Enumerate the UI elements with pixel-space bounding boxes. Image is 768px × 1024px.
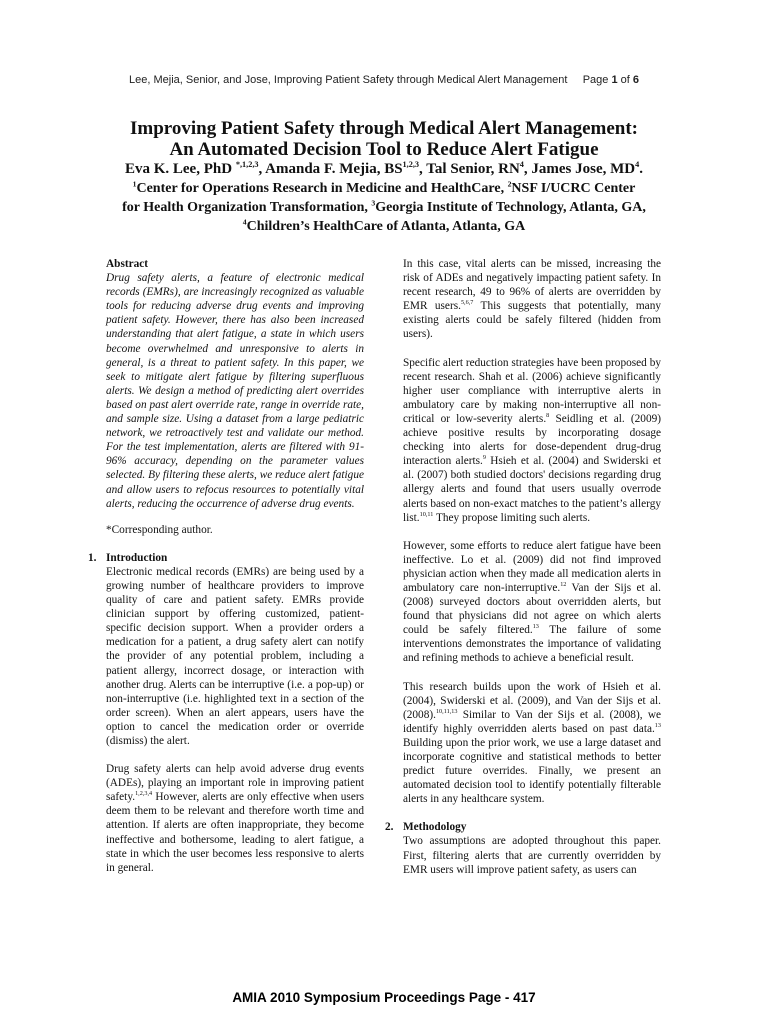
affiliation-line-2: for Health Organization Transformation, $^3$Georgia Institute of Technology, Atlanta, GA, [122,198,646,215]
abstract-text: Drug safety alerts, a feature of electronic medical records (EMRs), are increasingly recognized as valuable tools for reducing adverse drug events and improving patient safety. However, there has also been increased understanding that alert fatigue, a state in which users become overwhelmed and unresponsive to alerts in general, is a threat to patient safety. In this paper, we seek to mitigate alert fatigue by filtering superfluous alerts. We design a method of predicting alert overrides based on past alert override rate, range in override rate, and sample size. Using a dataset from a large pediatric network, we retroactively test and validate our method. For the test implementation, alerts are filtered with 91-96% accuracy, depending on the parameter values selected. By filtering these alerts, we reduce alert fatigue and allow users to refocus resources to potentially vital alerts, reducing the occurrence of adverse drug events. [106,272,364,510]
page-indicator [583,74,639,86]
paper-title-line-2: An Automated Decision Tool to Reduce Alert Fatigue [169,139,599,160]
abstract-heading: Abstract [106,258,149,270]
paper-title-line-1: Improving Patient Safety through Medical Alert Management: [129,118,639,139]
affiliation-line-3: $^4$Children’s HealthCare of Atlanta, Atlanta, GA [242,217,526,234]
paragraph: This research builds upon the work of Hsieh et al. (2004), Swiderski et al. (2009), and Van der Sijs et al. (2008).$^{10,11,13}$ Similar to Van der Sijs et al. (2008), we identify highly overridden alerts based on past data.$^{13}$ Building upon the prior work, we use a large dataset and incorporate cognitive and statistical methods to better predict future overrides. Finally, we present an automated decision tool to identify potentially filterable alerts in any healthcare system. [403,680,661,806]
affiliation-line-1: $^1$Center for Operations Research in Medicine and HealthCare, $^2$NSF I/UCRC Center [132,179,636,196]
page-total: 6 [632,74,639,86]
author-list: Eva K. Lee, PhD $^{*,1,2,3}$, Amanda F. Mejia, BS$^{1,2,3}$, Tal Senior, $RN^4$, James Jose, $MD^4$. [124,160,644,177]
running-title: Lee, Mejia, Senior, and Jose, Improving Patient Safety through Medical Alert Management [129,74,568,86]
section-methodology [385,820,661,876]
running-header [0,74,768,86]
corresponding-author-note: *Corresponding author. [106,523,213,536]
page-footer: AMIA 2010 Symposium Proceedings Page - 417 [232,990,536,1005]
page-prefix: Page [582,74,612,86]
section-heading: Methodology [403,821,467,834]
right-column [385,257,662,891]
section-number: 1. [88,551,97,564]
paragraph: Two assumptions are adopted throughout this paper. First, filtering alerts that are currently overridden by EMR users will improve patient safety, as users can [403,835,661,876]
paragraph: In this case, vital alerts can be missed, increasing the risk of ADEs and negatively impacting patient safety. In recent research, 49 to 96% of alerts are overridden by EMR users.$^{5,6,7}$ This suggests that potentially, many existing alerts could be safely filtered (hidden from users). [403,258,661,341]
page-number: 1 [611,74,618,86]
paragraph: Electronic medical records (EMRs) are being used by a growing number of healthcare providers to improve quality of care and patient safety. EMRs provide clinician support by offering customized, patient-specific decision support. When a provider orders a medication for a patient, a drug safety alert can notify the provider of any potential problem, including a patient allergy, incorrect dosage, or interaction with another drug. Alerts can be interruptive (i.e. a pop-up) or non-interruptive (i.e. highlighted text in a section of the order screen). When an alert appears, users have the option to cancel the medication order or override (dismiss) the alert. [106,565,364,747]
paragraph: Specific alert reduction strategies have been proposed by recent research. Shah et al. (2006) achieve significantly higher user compliance with interruptive alerts in ambulatory care by making non-interruptive all non-critical or low-severity alerts.$^8$ Seidling et al. (2009) achieve positive results by incorporating dosage checking into alerts for dose-dependent drug-drug interaction alerts.$^9$ Hsieh et al. (2004) and Swiderski et al. (2007) both studied doctors' decisions regarding drug allergy alerts and found that users usually overrode alerts based on non-exact matches to the patient’s allergy list.$^{10,11}$ They propose limiting such alerts. [403,356,662,524]
section-introduction [88,551,364,875]
paragraph: Drug safety alerts can help avoid adverse drug events (ADEs), playing an important role in improving patient safety.$^{1,2,3,4}$ However, alerts are only effective when users deem them to be relevant and therefore worth time and attention. If alerts are often inappropriate, they become ineffective and bothersome, leading to alert fatigue, a state in which the user becomes less responsive to alerts in general. [106,763,364,874]
section-number: 2. [385,821,394,834]
paragraph: However, some efforts to reduce alert fatigue have been ineffective. Lo et al. (2009) did not find improved physician action when they made all medication alerts in ambulatory care non-interruptive.$^{12}$ Van der Sijs et al. (2008) surveyed doctors about overridden alerts, but found that physicians did not agree on which alerts could be safely filtered.$^{13}$ The failure of some interventions demonstrates the importance of validating and refining methods to achieve a beneficial result. [403,539,661,665]
page-of: of [617,74,633,86]
title-block [0,118,768,236]
left-column [88,257,364,889]
section-heading: Introduction [106,551,168,564]
